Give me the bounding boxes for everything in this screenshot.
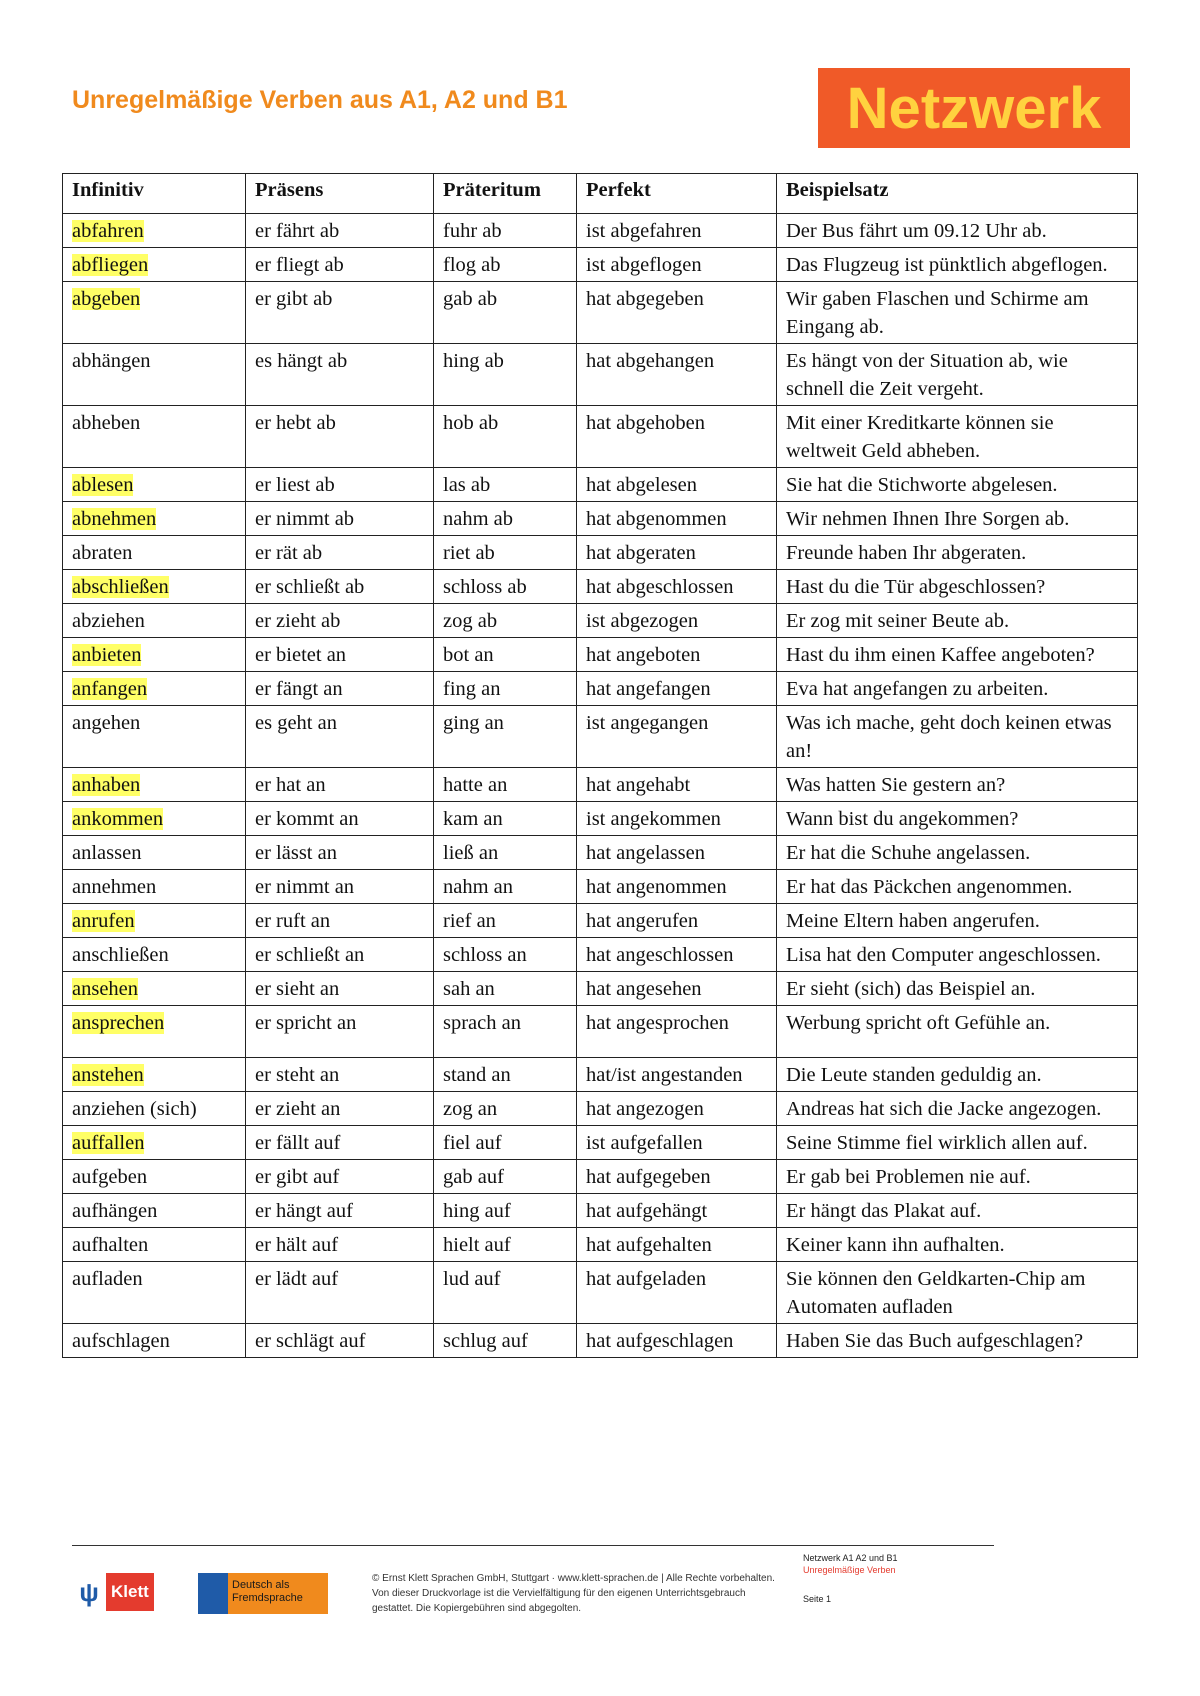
table-row: [63, 1194, 1138, 1228]
cell-infinitiv: [63, 904, 246, 938]
table-row: [63, 406, 1138, 468]
page-number: Seite 1: [803, 1594, 832, 1604]
table-row: [63, 836, 1138, 870]
table-row: [63, 938, 1138, 972]
table-row: [63, 904, 1138, 938]
cell-praesens: er rät ab: [246, 536, 434, 570]
table-row: [63, 248, 1138, 282]
verb-infinitiv: aufhalten: [72, 1234, 149, 1256]
cell-perfekt: ist angekommen: [577, 802, 777, 836]
verb-infinitiv: aufgeben: [72, 1166, 148, 1188]
cell-praeteritum: zog an: [434, 1092, 577, 1126]
cell-praesens: er spricht an: [246, 1006, 434, 1058]
verb-infinitiv: abgeben: [72, 288, 141, 310]
cell-perfekt: ist aufgefallen: [577, 1126, 777, 1160]
cell-praesens: er lädt auf: [246, 1262, 434, 1324]
cell-infinitiv: [63, 1228, 246, 1262]
cell-praeteritum: hatte an: [434, 768, 577, 802]
header-perfekt: Perfekt: [577, 174, 777, 214]
table-row: [63, 706, 1138, 768]
cell-praesens: er bietet an: [246, 638, 434, 672]
cell-praesens: er schließt an: [246, 938, 434, 972]
cell-praesens: er zieht ab: [246, 604, 434, 638]
cell-praeteritum: rief an: [434, 904, 577, 938]
cell-perfekt: hat angefangen: [577, 672, 777, 706]
cell-infinitiv: [63, 1006, 246, 1058]
table-row: [63, 214, 1138, 248]
cell-praesens: er fällt auf: [246, 1126, 434, 1160]
cell-beispielsatz: Er gab bei Problemen nie auf.: [777, 1160, 1138, 1194]
cell-infinitiv: [63, 706, 246, 768]
cell-praeteritum: gab ab: [434, 282, 577, 344]
cell-beispielsatz: Das Flugzeug ist pünktlich abgeflogen.: [777, 248, 1138, 282]
footer-meta-title: Netzwerk A1 A2 und B1: [803, 1553, 898, 1563]
cell-infinitiv: [63, 870, 246, 904]
klett-mark-icon: ψ: [79, 1576, 99, 1607]
verb-infinitiv: abhängen: [72, 350, 151, 372]
cell-praesens: er kommt an: [246, 802, 434, 836]
daf-logo: [198, 1573, 328, 1614]
table-row: [63, 972, 1138, 1006]
footer-meta: [803, 1552, 898, 1605]
cell-beispielsatz: Hast du ihm einen Kaffee angeboten?: [777, 638, 1138, 672]
cell-beispielsatz: Freunde haben Ihr abgeraten.: [777, 536, 1138, 570]
cell-praeteritum: sah an: [434, 972, 577, 1006]
cell-beispielsatz: Die Leute standen geduldig an.: [777, 1058, 1138, 1092]
cell-beispielsatz: Eva hat angefangen zu arbeiten.: [777, 672, 1138, 706]
verb-infinitiv: abraten: [72, 542, 133, 564]
cell-praeteritum: hielt auf: [434, 1228, 577, 1262]
cell-perfekt: hat angeboten: [577, 638, 777, 672]
cell-praesens: er hebt ab: [246, 406, 434, 468]
page-title: Unregelmäßige Verben aus A1, A2 und B1: [72, 86, 568, 114]
cell-beispielsatz: Hast du die Tür abgeschlossen?: [777, 570, 1138, 604]
cell-beispielsatz: Sie hat die Stichworte abgelesen.: [777, 468, 1138, 502]
cell-infinitiv: [63, 972, 246, 1006]
table-row: [63, 638, 1138, 672]
header-beispielsatz: Beispielsatz: [777, 174, 1138, 214]
cell-praeteritum: hob ab: [434, 406, 577, 468]
cell-praesens: er hat an: [246, 768, 434, 802]
cell-infinitiv: [63, 344, 246, 406]
table-row: [63, 1058, 1138, 1092]
cell-praeteritum: fuhr ab: [434, 214, 577, 248]
cell-praesens: er schließt ab: [246, 570, 434, 604]
cell-beispielsatz: Es hängt von der Situation ab, wie schnell die Zeit vergeht.: [777, 344, 1138, 406]
cell-perfekt: hat angezogen: [577, 1092, 777, 1126]
copyright-notice: © Ernst Klett Sprachen GmbH, Stuttgart · www.klett-sprachen.de | Alle Rechte vorbehalten. Von dieser Druckvorlage ist die Vervielfältigung für den eigenen Unterrichtsgebrauch gestattet. Die Kopiergebühren sind abgegolten.: [372, 1573, 775, 1614]
header-praesens: Präsens: [246, 174, 434, 214]
cell-praesens: er nimmt ab: [246, 502, 434, 536]
cell-infinitiv: [63, 1092, 246, 1126]
cell-infinitiv: [63, 638, 246, 672]
table-row: [63, 802, 1138, 836]
cell-praesens: er gibt auf: [246, 1160, 434, 1194]
cell-beispielsatz: Sie können den Geldkarten-Chip am Automaten aufladen: [777, 1262, 1138, 1324]
cell-beispielsatz: Er hat die Schuhe angelassen.: [777, 836, 1138, 870]
cell-praesens: er liest ab: [246, 468, 434, 502]
cell-infinitiv: [63, 1324, 246, 1358]
verb-infinitiv: aufschlagen: [72, 1330, 170, 1352]
cell-perfekt: hat aufgehängt: [577, 1194, 777, 1228]
cell-perfekt: hat abgeraten: [577, 536, 777, 570]
cell-beispielsatz: Der Bus fährt um 09.12 Uhr ab.: [777, 214, 1138, 248]
verb-infinitiv: annehmen: [72, 876, 157, 898]
cell-beispielsatz: Lisa hat den Computer angeschlossen.: [777, 938, 1138, 972]
table-row: [63, 502, 1138, 536]
cell-praeteritum: hing ab: [434, 344, 577, 406]
verb-infinitiv: anfangen: [72, 678, 148, 700]
table-header-row: [63, 174, 1138, 214]
cell-praesens: er fliegt ab: [246, 248, 434, 282]
cell-infinitiv: [63, 1058, 246, 1092]
verb-infinitiv: abheben: [72, 412, 141, 434]
verb-infinitiv: ansehen: [72, 978, 139, 1000]
verb-infinitiv: aufladen: [72, 1268, 143, 1290]
netzwerk-logo: Netzwerk: [818, 68, 1130, 148]
cell-infinitiv: [63, 672, 246, 706]
table-row: [63, 282, 1138, 344]
verb-infinitiv: anrufen: [72, 910, 135, 932]
cell-praesens: er hält auf: [246, 1228, 434, 1262]
cell-praeteritum: gab auf: [434, 1160, 577, 1194]
cell-perfekt: ist abgefahren: [577, 214, 777, 248]
verb-infinitiv: abschließen: [72, 576, 169, 598]
cell-perfekt: hat abgegeben: [577, 282, 777, 344]
verb-infinitiv: abnehmen: [72, 508, 157, 530]
cell-beispielsatz: Werbung spricht oft Gefühle an.: [777, 1006, 1138, 1058]
cell-praeteritum: hing auf: [434, 1194, 577, 1228]
table-row: [63, 768, 1138, 802]
cell-praesens: er zieht an: [246, 1092, 434, 1126]
cell-beispielsatz: Wir gaben Flaschen und Schirme am Eingang ab.: [777, 282, 1138, 344]
cell-perfekt: hat/ist angestanden: [577, 1058, 777, 1092]
table-row: [63, 536, 1138, 570]
cell-perfekt: hat aufgegeben: [577, 1160, 777, 1194]
cell-infinitiv: [63, 1262, 246, 1324]
cell-infinitiv: [63, 1160, 246, 1194]
verb-infinitiv: anstehen: [72, 1064, 144, 1086]
cell-praesens: er gibt ab: [246, 282, 434, 344]
cell-perfekt: hat aufgeschlagen: [577, 1324, 777, 1358]
table-row: [63, 870, 1138, 904]
cell-infinitiv: [63, 468, 246, 502]
verb-infinitiv: abfliegen: [72, 254, 149, 276]
header-infinitiv: Infinitiv: [63, 174, 246, 214]
klett-wordmark: Klett: [106, 1573, 154, 1611]
verb-infinitiv: abziehen: [72, 610, 145, 632]
table-row: [63, 1126, 1138, 1160]
table-row: [63, 604, 1138, 638]
footer-meta-subtitle: Unregelmäßige Verben: [803, 1565, 896, 1575]
cell-praesens: es hängt ab: [246, 344, 434, 406]
cell-praeteritum: lud auf: [434, 1262, 577, 1324]
cell-praesens: er lässt an: [246, 836, 434, 870]
cell-beispielsatz: Er hat das Päckchen angenommen.: [777, 870, 1138, 904]
cell-praeteritum: ging an: [434, 706, 577, 768]
table-row: [63, 672, 1138, 706]
cell-infinitiv: [63, 502, 246, 536]
cell-infinitiv: [63, 570, 246, 604]
cell-perfekt: hat angerufen: [577, 904, 777, 938]
cell-praesens: er fängt an: [246, 672, 434, 706]
verb-infinitiv: anschließen: [72, 944, 169, 966]
cell-praesens: er schlägt auf: [246, 1324, 434, 1358]
cell-infinitiv: [63, 282, 246, 344]
header-praeteritum: Präteritum: [434, 174, 577, 214]
cell-beispielsatz: Mit einer Kreditkarte können sie weltweit Geld abheben.: [777, 406, 1138, 468]
cell-beispielsatz: Er zog mit seiner Beute ab.: [777, 604, 1138, 638]
table-row: [63, 1324, 1138, 1358]
verb-infinitiv: ablesen: [72, 474, 134, 496]
cell-perfekt: hat angeschlossen: [577, 938, 777, 972]
verb-infinitiv: ansprechen: [72, 1012, 165, 1034]
cell-perfekt: hat angesehen: [577, 972, 777, 1006]
table-row: [63, 1006, 1138, 1058]
cell-perfekt: hat angelassen: [577, 836, 777, 870]
cell-beispielsatz: Wann bist du angekommen?: [777, 802, 1138, 836]
verb-infinitiv: anbieten: [72, 644, 142, 666]
cell-perfekt: hat abgehangen: [577, 344, 777, 406]
verb-infinitiv: anziehen (sich): [72, 1098, 197, 1120]
cell-praeteritum: schlug auf: [434, 1324, 577, 1358]
cell-praeteritum: nahm ab: [434, 502, 577, 536]
cell-infinitiv: [63, 836, 246, 870]
cell-infinitiv: [63, 214, 246, 248]
cell-praeteritum: zog ab: [434, 604, 577, 638]
cell-infinitiv: [63, 938, 246, 972]
cell-praesens: er steht an: [246, 1058, 434, 1092]
table-row: [63, 570, 1138, 604]
cell-beispielsatz: Meine Eltern haben angerufen.: [777, 904, 1138, 938]
verb-infinitiv: auffallen: [72, 1132, 145, 1154]
cell-perfekt: hat abgelesen: [577, 468, 777, 502]
cell-praeteritum: flog ab: [434, 248, 577, 282]
cell-infinitiv: [63, 1194, 246, 1228]
cell-beispielsatz: Andreas hat sich die Jacke angezogen.: [777, 1092, 1138, 1126]
cell-praeteritum: stand an: [434, 1058, 577, 1092]
cell-perfekt: hat angesprochen: [577, 1006, 777, 1058]
klett-logo: [72, 1571, 154, 1613]
daf-label: Deutsch als Fremdsprache: [228, 1573, 328, 1614]
cell-perfekt: hat angehabt: [577, 768, 777, 802]
cell-infinitiv: [63, 604, 246, 638]
cell-perfekt: ist abgeflogen: [577, 248, 777, 282]
verb-infinitiv: aufhängen: [72, 1200, 158, 1222]
cell-beispielsatz: Er hängt das Plakat auf.: [777, 1194, 1138, 1228]
cell-praeteritum: bot an: [434, 638, 577, 672]
cell-infinitiv: [63, 768, 246, 802]
cell-beispielsatz: Keiner kann ihn aufhalten.: [777, 1228, 1138, 1262]
verb-infinitiv: angehen: [72, 712, 141, 734]
cell-praesens: er ruft an: [246, 904, 434, 938]
cell-infinitiv: [63, 406, 246, 468]
cell-praeteritum: riet ab: [434, 536, 577, 570]
cell-perfekt: hat angenommen: [577, 870, 777, 904]
table-row: [63, 344, 1138, 406]
cell-beispielsatz: Haben Sie das Buch aufgeschlagen?: [777, 1324, 1138, 1358]
table-row: [63, 1262, 1138, 1324]
cell-perfekt: hat aufgehalten: [577, 1228, 777, 1262]
cell-praeteritum: fiel auf: [434, 1126, 577, 1160]
cell-perfekt: hat abgehoben: [577, 406, 777, 468]
cell-praeteritum: nahm an: [434, 870, 577, 904]
verb-infinitiv: abfahren: [72, 220, 144, 242]
cell-infinitiv: [63, 536, 246, 570]
cell-praeteritum: ließ an: [434, 836, 577, 870]
verb-infinitiv: ankommen: [72, 808, 164, 830]
cell-praesens: es geht an: [246, 706, 434, 768]
cell-perfekt: ist abgezogen: [577, 604, 777, 638]
cell-beispielsatz: Seine Stimme fiel wirklich allen auf.: [777, 1126, 1138, 1160]
verb-infinitiv: anlassen: [72, 842, 142, 864]
table-row: [63, 468, 1138, 502]
cell-praeteritum: schloss ab: [434, 570, 577, 604]
cell-perfekt: hat aufgeladen: [577, 1262, 777, 1324]
cell-perfekt: hat abgeschlossen: [577, 570, 777, 604]
cell-praeteritum: las ab: [434, 468, 577, 502]
cell-beispielsatz: Er sieht (sich) das Beispiel an.: [777, 972, 1138, 1006]
table-row: [63, 1092, 1138, 1126]
cell-perfekt: ist angegangen: [577, 706, 777, 768]
cell-beispielsatz: Was ich mache, geht doch keinen etwas an!: [777, 706, 1138, 768]
footer-divider: [72, 1545, 994, 1546]
cell-praesens: er nimmt an: [246, 870, 434, 904]
cell-praeteritum: schloss an: [434, 938, 577, 972]
cell-praesens: er hängt auf: [246, 1194, 434, 1228]
table-row: [63, 1160, 1138, 1194]
cell-beispielsatz: Wir nehmen Ihnen Ihre Sorgen ab.: [777, 502, 1138, 536]
verb-infinitiv: anhaben: [72, 774, 141, 796]
cell-infinitiv: [63, 802, 246, 836]
table-row: [63, 1228, 1138, 1262]
cell-perfekt: hat abgenommen: [577, 502, 777, 536]
cell-infinitiv: [63, 1126, 246, 1160]
cell-praesens: er sieht an: [246, 972, 434, 1006]
cell-praesens: er fährt ab: [246, 214, 434, 248]
cell-praeteritum: sprach an: [434, 1006, 577, 1058]
cell-infinitiv: [63, 248, 246, 282]
cell-beispielsatz: Was hatten Sie gestern an?: [777, 768, 1138, 802]
verb-table: [62, 173, 1138, 1358]
cell-praeteritum: fing an: [434, 672, 577, 706]
cell-praeteritum: kam an: [434, 802, 577, 836]
